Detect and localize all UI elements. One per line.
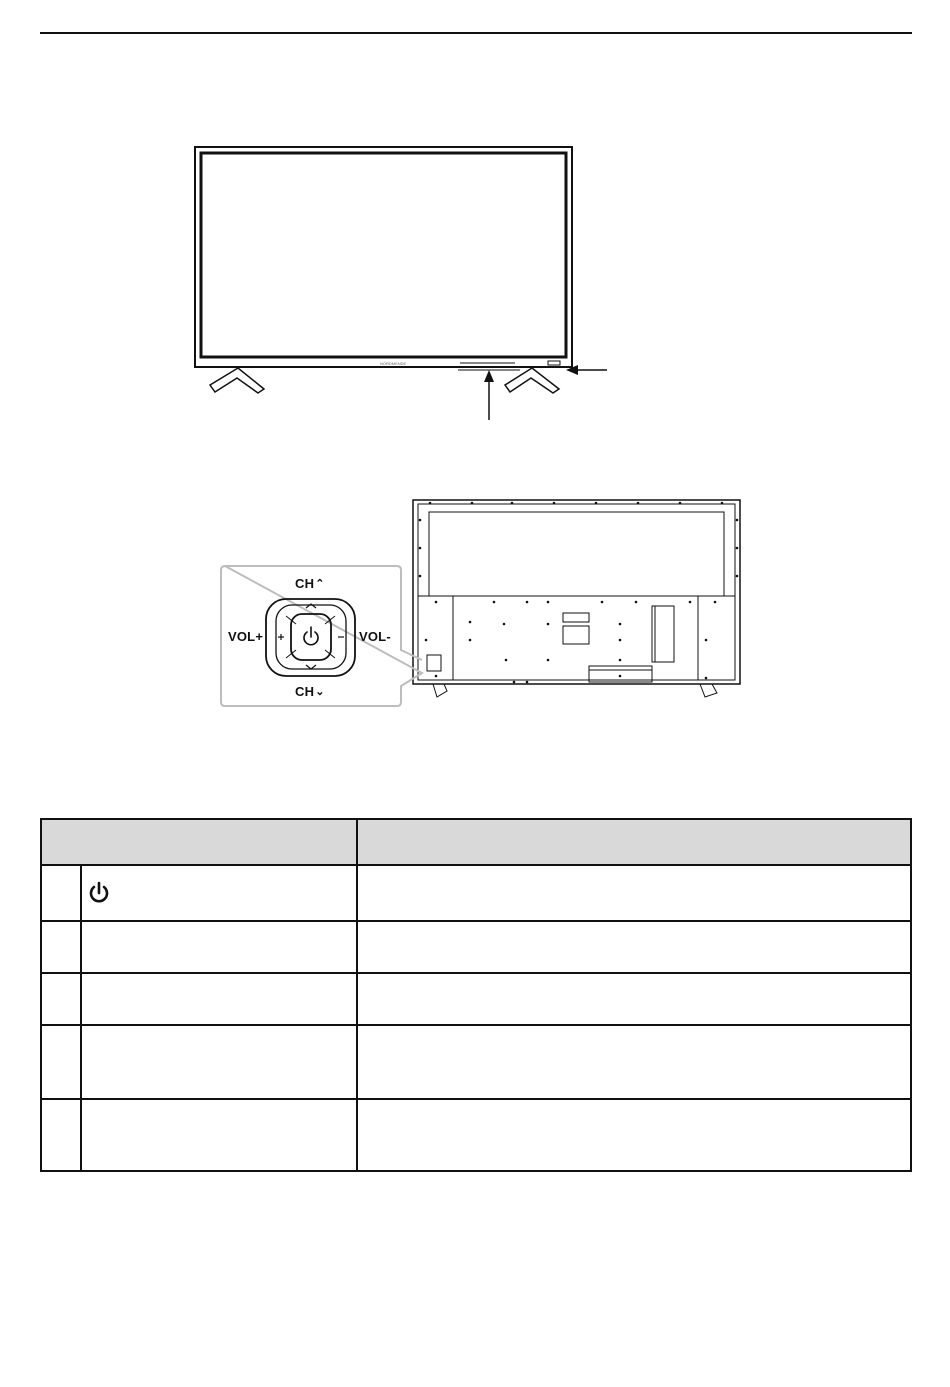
row-number-cell: [41, 921, 81, 973]
ch-down-label: CH⌄: [295, 684, 325, 699]
power-icon: [88, 881, 110, 910]
chevron-down-icon: ⌄: [315, 686, 325, 698]
table-row: [41, 865, 911, 921]
row-name-cell: [81, 973, 357, 1025]
table-header-description: [357, 819, 911, 865]
table-row: [41, 1025, 911, 1099]
row-description-cell: [357, 1025, 911, 1099]
row-description-cell: [357, 865, 911, 921]
controls-legend-table: [40, 818, 912, 1172]
table-header-row: [41, 819, 911, 865]
tv-front-view: [195, 147, 607, 420]
row-name-cell: [81, 1099, 357, 1171]
table-row: [41, 921, 911, 973]
row-number-cell: [41, 1099, 81, 1171]
row-name-cell: [81, 865, 357, 921]
table-row: [41, 973, 911, 1025]
row-number-cell: [41, 1025, 81, 1099]
tv-back-view: [413, 500, 740, 697]
row-number-cell: [41, 973, 81, 1025]
chevron-up-icon: ⌃: [315, 578, 325, 590]
power-icon: [304, 627, 318, 645]
row-number-cell: [41, 865, 81, 921]
row-description-cell: [357, 973, 911, 1025]
row-name-cell: [81, 1025, 357, 1099]
ch-up-label: CH⌃: [295, 576, 325, 591]
row-description-cell: [357, 921, 911, 973]
vol-down-label: VOL-: [359, 629, 391, 644]
row-name-cell: [81, 921, 357, 973]
front-brand-mark: NORDMENDE: [380, 361, 407, 366]
table-header-name: [41, 819, 357, 865]
table-row: [41, 1099, 911, 1171]
vol-up-label: VOL+: [228, 629, 264, 644]
row-description-cell: [357, 1099, 911, 1171]
